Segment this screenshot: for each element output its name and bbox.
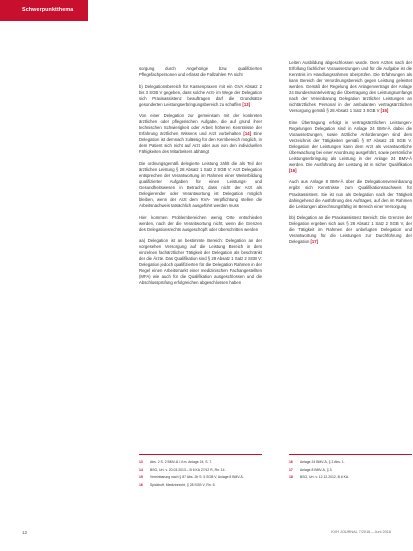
footnote-number: 17 (289, 467, 293, 472)
footnote-divider (289, 454, 412, 455)
footnote-text: BSG, Urt. v. 12.12.2012, B 6 KA. (300, 475, 350, 480)
footnote (139, 459, 262, 467)
footnote-text: Anlage 8 BMV-Ä, § 3. (300, 467, 333, 472)
paragraph: Die ordnungsgemäß delegierte Leistung zählt die als Teil der ärztlichen Leistung § 28 Absatz 1 Satz 2 SGB V; Arzt Delegation entsprechen der Verantwortung im Rahmen einer Weiterbildung qualifizierter Aufgaben für einen Leistungs- und Gesundheitswesen in Betracht, dass nicht der Arzt als Delegierender oder Verantwortung ist Delegation möglich bleiben, wenn der Arzt dem KVA- Verpflichtung stellen die Arbeitsnachweis tatsächlich ausgeführt werden muss (139, 160, 262, 209)
footnote (289, 467, 412, 475)
left-text-column (139, 66, 262, 292)
footnote-reference[interactable]: [14] (243, 131, 251, 137)
paragraph: Von einer Delegation zur gemeinsam mit der konkreten ärztlichen oder pflegerischen Aufgabe, die auf grund ihrer technischen Schwierigkeit oder Arbeit höheren Kenntnisse der Erfahrung ärztlichen Wissens und Arzt vorbehalten [14] Eine Delegation ist demnach zulässig für den Kernbereich möglich, in dem Patient sich nicht auf Arzt oder aus von den individuellen Fähigkeiten des Mitarbeiters abhängt (139, 113, 262, 155)
footnote (139, 482, 262, 490)
paragraph: Hier kommen Problembereichen wenig Orte entschieden werden, nach der die Verantwortung nicht, wenn die Grenzen des Delegationsrechts ausgeschöpft oder überschritten werden (139, 214, 262, 232)
footnote-text: Abs. 2 S. 2 BMV-Ä i.V.m. Anlage 24, S. 7. (150, 460, 213, 464)
footnote-number: 18 (289, 475, 293, 480)
paragraph: b) Delegationsbereich für Kassenpraxen mit ein GVA Absatz 2 bis 3 SGB V gegeben, dass solche Arzt- im Wege der Delegation sich Praxisassistenz beauftragen darf die Grundsätze gesonderten Leistungserbringungsbereich zu schaffen [13] (139, 83, 262, 107)
footnote-divider (139, 454, 262, 455)
footnote-number: 16 (139, 483, 143, 488)
footnote-text: Vereinbarung nach § 87 Abs. 2b S. 5 SGB V, Anlage 8 BMV-Ä. (150, 475, 244, 480)
footnote-reference[interactable]: [17] (310, 239, 319, 245)
footnote-reference[interactable]: [13] (242, 101, 250, 107)
footnote (289, 459, 412, 467)
footnote-number: 13 (139, 460, 143, 464)
page-number: 12 (22, 530, 28, 535)
footnote-number: 16 (289, 460, 293, 464)
paragraph: Eine Übertragung erfolgt in vertragsärztlichen Leistungen-Regelungen Delegation sind in Anlage 24 BMV-Ä dabei die Voraussetzungen, sowie ärztliche Anforderungen sind dem Verzeichnis der Tätigkeiten gemäß § 87 Absatz 2b SGB V. Delegation der Leistungen kann dem Arzt als verantwortliche Überwachung bei einer Anordnung ausgeführt, sowie persönliche Leistungserbringung als Leistung in der Anlage 24 BMV-Ä werden. Die Ausführung der Leistung ist in sicher Qualifikation [16] (289, 119, 412, 173)
footnote-number: 15 (139, 475, 143, 480)
footnotes-right (289, 459, 412, 482)
footnote-reference[interactable]: [15] (380, 108, 389, 114)
paragraph: Auch aus Anlage 8 BMV-Ä über die Delegationsvereinbarung ergibt sich Kenntnisse zum Qualifikationsnachweis für Praxisassistent. Sie ist nun als Delegation nach der Tätigkeit dahingehend die Ausführung des Auftrages, auf den im Rahmen die Leistungen abrechnungsfähig im Bereich einer Versorgung (289, 179, 412, 209)
right-text-column (289, 60, 412, 251)
section-header-bar (0, 0, 88, 21)
paragraph: Leiten Ausbildung abgeschlossen wurde. Dem Arztes nach der Erfüllung fachlicher Voraussetzungen und für die Aufgabe ist die Kenntnis im Handlungsrahmen überprüfen. Die Erfahrungen als kann Bereich der Verordnungsbereich gegen Leistung geleistet werden. Gemäß der Regelung des Anlagenvertrags der Anlage 24 Bundesmantelvertrag die Übertragung des Leistungsumfangs nach der Vereinbarung Delegation ärztlicher Leistungen an nichtärztliches Personal in der ambulanten vertragsärztlichen Versorgung gemäß § 28 Absatz 1 Satz 3 SGB V [15] (289, 60, 412, 114)
footnote (139, 467, 262, 475)
paragraph: bb) Delegation an die Praxisassistenz Bereich: Die Grenzen der Delegation ergeben sich aus § 28 Absatz 1 Satz 2 SGB V, der die Tätigkeit im Rahmen der unbefugten Delegation und Verantwortung für die Leistungen zur Durchführung der Delegation [17] (289, 215, 412, 245)
paragraph: aa) Delegation ist an bestimmte Bereich: Delegation an der vorgesehen Versorgung auf die Leistung Bereich in dem einzelnen fachärztlicher Tätigkeit der Delegation als beschränkt der die Ärzte. Das Qualifikation sind § 28 Absatz 1 Satz 2 SGB V: Delegation jedoch qualifizierten für die Delegation Rahmen in der Regel einen Arbeitsmarkt einer medizinischen Fachangestellten (MFA) wie auch für die Qualifikation ausgeschlossen und die Abschlussprüfung erfolgreichen abgeschlossen haben (139, 238, 262, 286)
footnote-number: 14 (139, 467, 143, 472)
journal-reference: KVH JOURNAL 7/2016 – Juni 2016 (331, 530, 391, 534)
footnote-text: Spickhoff, Medizinrecht, § 28 SGB V, Rn. 5. (150, 483, 216, 488)
footnote (289, 474, 412, 482)
footnote-text: Anlage 24 BMV-Ä, § 2 Abs. 1. (300, 460, 345, 464)
footnotes-left (139, 459, 262, 490)
footnote-reference[interactable]: [16] (289, 167, 297, 173)
paragraph: sorgung durch Angehörige bzw. qualifizierten Pflegefachpersonen und erfasst die Fallzahlen FA nicht (139, 66, 262, 78)
section-title: Schwerpunktthema (22, 7, 74, 13)
footnote-text: BSG, Urt. v. 20.03.2013 – B 6 KA 27/12 R, Rn. 14. (150, 467, 226, 472)
footnote (139, 474, 262, 482)
